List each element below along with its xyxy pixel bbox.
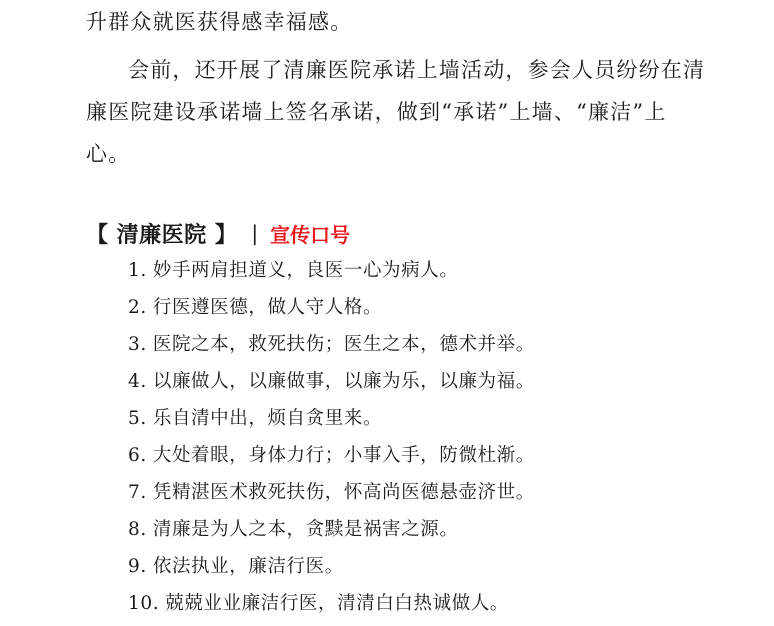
- list-item-number: 6.: [128, 445, 147, 466]
- list-item-number: 9.: [128, 556, 147, 577]
- list-item: [128, 295, 382, 321]
- list-item-number: 10.: [128, 593, 160, 614]
- list-item-text: 清廉是为人之本，贪黩是祸害之源。: [152, 519, 459, 540]
- section-separator: |: [251, 221, 259, 245]
- list-item-text: 凭精湛医术救死扶伤，怀高尚医德悬壶济世。: [152, 482, 535, 503]
- list-item: [128, 554, 344, 580]
- list-item: [128, 258, 458, 284]
- list-item: [128, 443, 535, 469]
- section-title: 【 清廉医院 】: [86, 222, 238, 248]
- list-item-number: 7.: [128, 482, 147, 503]
- list-item: [128, 517, 458, 543]
- list-item-number: 4.: [128, 371, 147, 392]
- section-heading: [86, 218, 350, 248]
- list-item: [128, 591, 509, 617]
- list-item: [128, 480, 535, 506]
- list-item-number: 2.: [128, 297, 147, 318]
- list-item: [128, 406, 382, 432]
- list-item-number: 3.: [128, 334, 147, 355]
- list-item-text: 大处着眼，身体力行；小事入手，防微杜渐。: [152, 445, 535, 466]
- paragraph-1-line-1: 升群众就医获得感幸福感。: [86, 10, 353, 34]
- list-item-text: 医院之本，救死扶伤；医生之本，德术并举。: [152, 334, 535, 355]
- list-item-text: 以廉做人，以廉做事，以廉为乐，以廉为福。: [152, 371, 535, 392]
- list-item: [128, 369, 535, 395]
- list-item-text: 乐自清中出，烦自贪里来。: [152, 408, 383, 429]
- list-item-number: 1.: [128, 260, 147, 281]
- list-item-text: 依法执业，廉洁行医。: [152, 556, 344, 577]
- list-item-text: 妙手两肩担道义，良医一心为病人。: [152, 260, 459, 281]
- list-item-number: 8.: [128, 519, 147, 540]
- paragraph-2-line-1: 会前，还开展了清廉医院承诺上墙活动，参会人员纷纷在清: [128, 58, 706, 82]
- list-item-text: 行医遵医德，做人守人格。: [152, 297, 383, 318]
- list-item: [128, 332, 535, 358]
- paragraph-2-line-2: 廉医院建设承诺墙上签名承诺，做到“承诺”上墙、“廉洁”上: [86, 100, 667, 124]
- list-item-number: 5.: [128, 408, 147, 429]
- paragraph-2-line-3: 心。: [86, 142, 131, 166]
- section-subtitle: 宣传口号: [270, 222, 351, 247]
- list-item-text: 兢兢业业廉洁行医，清清白白热诚做人。: [165, 593, 510, 614]
